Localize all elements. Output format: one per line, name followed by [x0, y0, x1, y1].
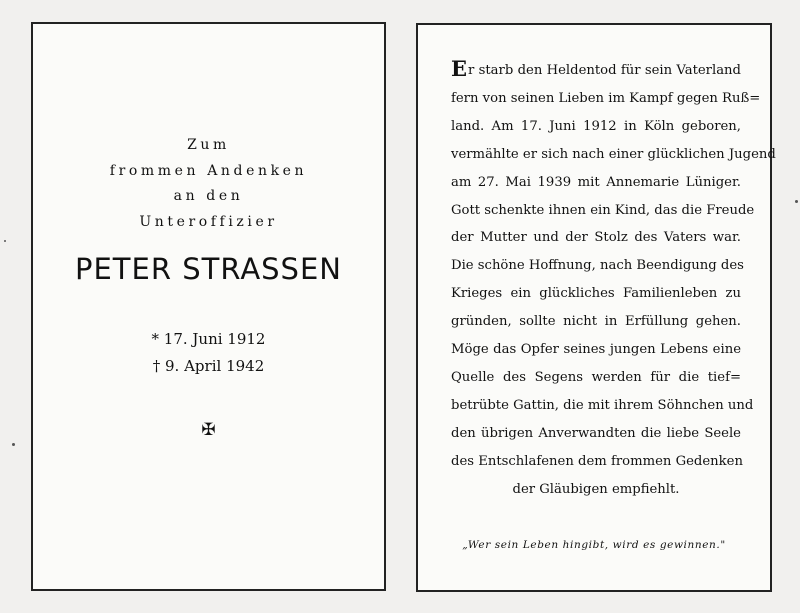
birth-date: * 17. Juni 1912	[151, 330, 266, 348]
scan-speck	[795, 200, 798, 203]
obituary-line: land. Am 17. Juni 1912 in Köln geboren,	[451, 118, 741, 134]
obituary-line: Quelle des Segens werden für die tief=	[451, 369, 741, 385]
memorial-card-back	[416, 23, 776, 592]
obituary-line: vermählte er sich nach einer glücklichen Jugend	[451, 146, 776, 162]
obituary-line: der Gläubigen empfiehlt.	[512, 481, 680, 497]
obituary-line: Möge das Opfer seines jungen Lebens eine	[451, 342, 741, 358]
obituary-line: den übrigen Anverwandten die liebe Seele	[451, 425, 741, 441]
obituary-line: betrübte Gattin, die mit ihrem Söhnchen und	[451, 397, 754, 413]
obituary-line: gründen, sollte nicht in Erfüllung gehen.	[451, 314, 741, 330]
obituary-line: der Mutter und der Stolz des Vaters war.	[451, 230, 741, 246]
dedication	[33, 133, 384, 235]
scan-speck	[4, 240, 6, 242]
obituary-line: des Entschlafenen dem frommen Gedenken	[451, 453, 743, 469]
obituary-line: Gott schenkte ihnen ein Kind, das die Freude	[451, 202, 755, 218]
dedication-line: an den	[173, 188, 244, 204]
obituary-text	[451, 56, 776, 504]
deceased-name: PETER STRASSEN	[75, 252, 342, 286]
iron-cross-icon: ✠	[201, 420, 216, 440]
motto: „Wer sein Leben hingibt, wird es gewinnen."	[462, 539, 726, 551]
drop-initial: E	[451, 56, 468, 81]
dedication-line: Zum	[187, 137, 230, 153]
obituary-line	[451, 57, 741, 85]
dedication-line: Unteroffizier	[139, 213, 278, 230]
dedication-line: frommen Andenken	[109, 162, 308, 179]
scan-speck	[12, 443, 15, 446]
obituary-line: Die schöne Hoffnung, nach Beendigung des	[451, 258, 744, 274]
obituary-line: fern von seinen Lieben im Kampf gegen Ruß=	[451, 90, 761, 106]
life-dates	[33, 326, 384, 380]
memorial-card-front	[31, 22, 386, 591]
obituary-line: Krieges ein glückliches Familienleben zu	[451, 286, 741, 302]
obituary-line: am 27. Mai 1939 mit Annemarie Lüniger.	[451, 174, 741, 190]
death-date: † 9. April 1942	[152, 357, 265, 375]
obituary-line-text: r starb den Heldentod für sein Vaterland	[468, 63, 741, 78]
